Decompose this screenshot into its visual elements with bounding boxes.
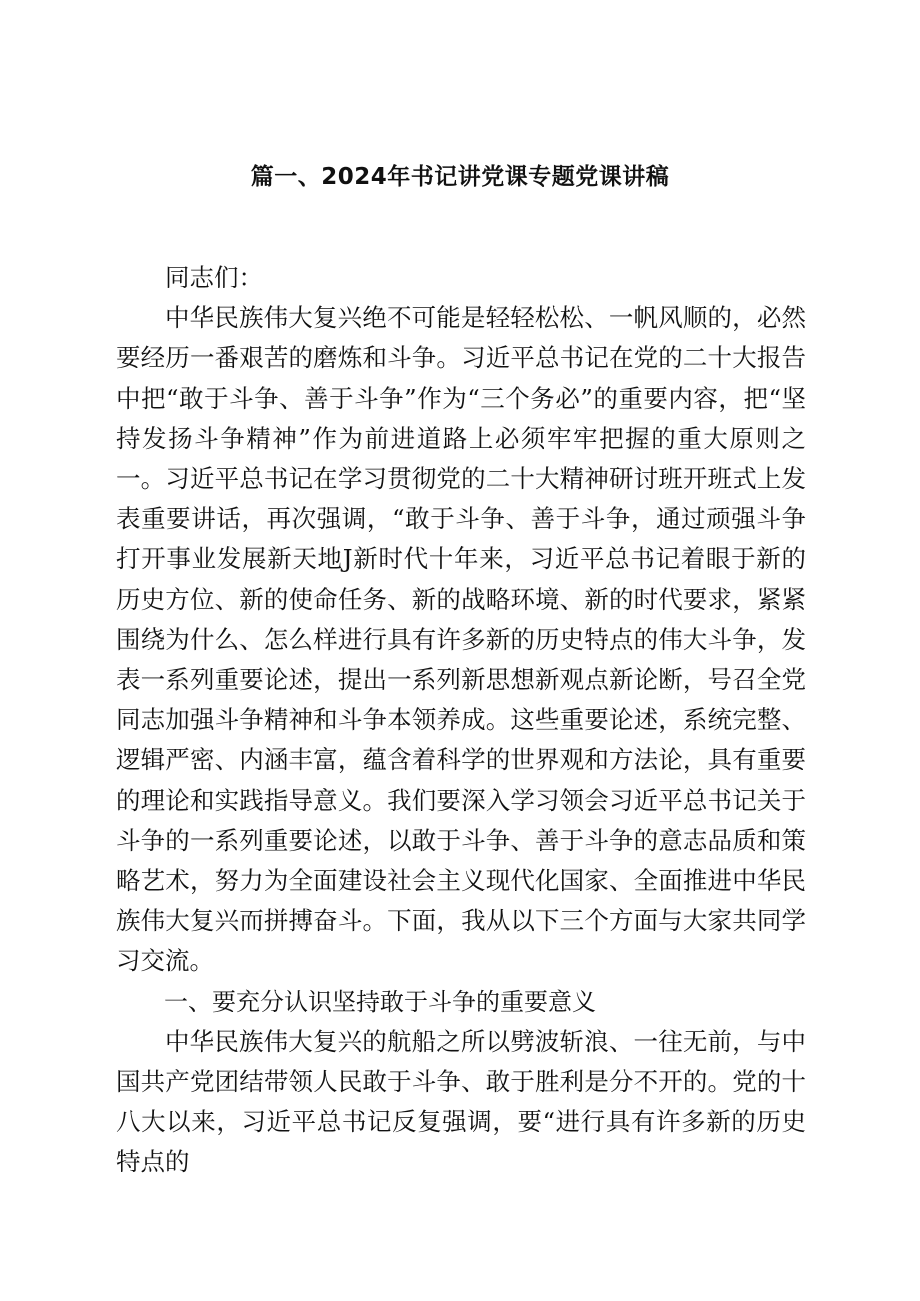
- section-heading-1: 一、要充分认识坚持敢于斗争的重要意义: [164, 987, 596, 1016]
- document-title: 篇一、2024年书记讲党课专题党课讲稿: [250, 164, 670, 190]
- document-body: [116, 258, 806, 1183]
- paragraph-intro: 中华民族伟大复兴绝不可能是轻轻松松、一帆风顺的，必然要经历一番艰苦的磨炼和斗争。习近平总书记在党的二十大报告中把“敢于斗争、善于斗争”作为“三个务必”的重要内容，把“坚持发扬斗争精神”作为前进道路上必须牢牢把握的重大原则之一。习近平总书记在学习贯彻党的二十大精神研讨班开班式上发表重要讲话，再次强调，“敢于斗争、善于斗争，通过顽强斗争打开事业发展新天地J新时代十年来，习近平总书记着眼于新的历史方位、新的使命任务、新的战略环境、新的时代要求，紧紧围绕为什么、怎么样进行具有许多新的历史特点的伟大斗争，发表一系列重要论述，提出一系列新思想新观点新论断，号召全党同志加强斗争精神和斗争本领养成。这些重要论述，系统完整、逻辑严密、内涵丰富，蕴含着科学的世界观和方法论，具有重要的理论和实践指导意义。我们要深入学习领会习近平总书记关于斗争的一系列重要论述，以敢于斗争、善于斗争的意志品质和策略艺术，努力为全面建设社会主义现代化国家、全面推进中华民族伟大复兴而拼搏奋斗。下面，我从以下三个方面与大家共同学习交流。: [116, 303, 806, 976]
- paragraph-section-1: 中华民族伟大复兴的航船之所以劈波斩浪、一往无前，与中国共产党团结带领人民敢于斗争、敢于胜利是分不开的。党的十八大以来，习近平总书记反复强调，要“进行具有许多新的历史特点的: [116, 1026, 806, 1177]
- salutation: 同志们：: [165, 263, 263, 292]
